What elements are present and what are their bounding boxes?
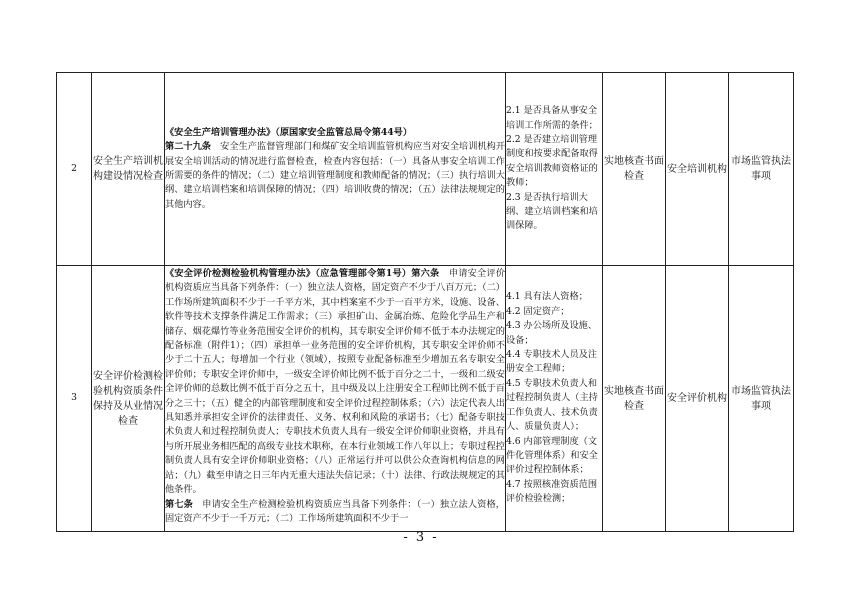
row-number: 2 [57, 73, 92, 266]
table-row [57, 266, 794, 532]
content-line: 2.3 是否执行培训大纲、建立培训档案和培训保障。 [506, 191, 598, 232]
basis-article [165, 498, 505, 527]
legal-basis [165, 266, 506, 532]
content-line: 2.2 是否建立培训管理制度和按要求配备取得安全培训教师资格证的教师； [506, 133, 598, 189]
basis-article [165, 267, 505, 498]
inspection-target [666, 73, 729, 266]
matter-category [729, 266, 794, 532]
inspection-method [603, 73, 666, 266]
table-row [57, 73, 794, 266]
inspection-target [666, 266, 729, 532]
basis-title: 《安全生产培训管理办法》（原国家安全监管总局令第44号） [165, 126, 413, 138]
content-line: 4.2 固定资产； [506, 305, 570, 317]
page-number: - 3 - [403, 530, 439, 545]
inspection-target-text: 安全培训机构 [667, 163, 727, 175]
inspection-item [92, 73, 165, 266]
inspection-method [603, 266, 666, 532]
content-line: 4.4 专职技术人员及注册安全工程师； [506, 349, 598, 375]
content-line: 4.3 办公场所及设施、设备； [506, 320, 598, 346]
basis-article-text: 申请安全生产检测检验机构资质应当具备下列条件：（一）独立法人资格，固定资产不少于一千万元；（二）工作场所建筑面积不少于一 [165, 498, 505, 524]
basis-article-text: 安全生产监督管理部门和煤矿安全培训监管机构应当对安全培训机构开展安全培训活动的情况进行监督检查，检查内容包括：（一）具备从事安全培训工作所需要的条件的情况；（二）建立培训管理制度和教师配备的情况；（三）执行培训大纲、建立培训档案和培训保障的情况；（四）培训收费的情况；（五）法律法规规定的其他内容。 [165, 141, 506, 210]
inspection-target-text: 安全评价机构 [667, 393, 727, 404]
basis-title: 《安全评价检测检验机构管理办法》（应急管理部令第1号）第六条 [165, 268, 440, 279]
inspection-item [92, 266, 165, 532]
legal-basis [165, 73, 506, 266]
inspection-content [506, 73, 603, 266]
inspection-item-text: 安全生产培训机构建设情况检查 [93, 156, 163, 182]
matter-category [729, 73, 794, 266]
inspection-content [506, 266, 603, 532]
inspection-item-text: 安全评价检测检验机构资质条件保持及从业情况检查 [93, 370, 163, 427]
row-number: 3 [57, 266, 92, 532]
inspection-method-text: 实地核查书面检查 [604, 385, 664, 412]
content-line: 4.5 专职技术负责人和过程控制负责人（主持工作负责人、技术负责人、质量负责人）； [506, 377, 598, 433]
basis-article-number: 第七条 [165, 498, 193, 510]
basis-article [165, 140, 505, 212]
basis-article-text: 申请安全评价机构资质应当具备下列条件：（一）独立法人资格，固定资产不少于八百万元；（二）工作场所建筑面积不少于一千平方米，其中档案室不少于一百平方米，设施、设备、软件等技术支撑条件满足工作需求；（三）承担矿山、金属冶炼、危险化学品生产和储存、烟花爆竹等业务范围安全评价的机构，其专职安全评价师不低于本办法规定的配备标准（附件1）；（四）承担单一业务范围的安全评价机构，其专职安全评价师不少于二十五人；每增加一个行业（领域），按照专业配备标准至少增加五名专职安全评价师；专职安全评价师中，一级安全评价师比例不低于百分之二十，一级和二级安全评价师的总数比例不低于百分之五十，且中级及以上注册安全工程师比例不低于百分之三十；（五）健全的内部管理制度和安全评价过程控制体系；（六）法定代表人出具知悉并承担安全评价的法律责任、义务、权利和风险的承诺书；（七）配备专职技术负责人和过程控制负责人；专职技术负责人具有一级安全评价师职业资格，并具有与所开展业务相匹配的高级专业技术职称，在本行业领域工作八年以上；专职过程控制负责人具有安全评价师职业资格；（八）正常运行并可以供公众查询机构信息的网站；（九）截至申请之日三年内无重大违法失信记录；（十）法律、行政法规规定的其他条件。 [165, 268, 506, 496]
content-line: 4.6 内部管理制度（文件化管理体系）和安全评价过程控制体系； [506, 435, 598, 476]
content-line: 4.1 具有法人资格； [506, 291, 588, 303]
content-line: 4.7 按照核准资质范围评价检验检测； [506, 478, 598, 505]
content-line: 2.1 是否具备从事安全培训工作所需的条件； [506, 105, 598, 131]
inspection-table [56, 72, 794, 532]
matter-category-text: 市场监管执法事项 [731, 156, 791, 182]
basis-article-number: 第二十九条 [165, 141, 211, 153]
inspection-method-text: 实地核查书面检查 [604, 156, 664, 182]
matter-category-text: 市场监管执法事项 [731, 385, 791, 412]
